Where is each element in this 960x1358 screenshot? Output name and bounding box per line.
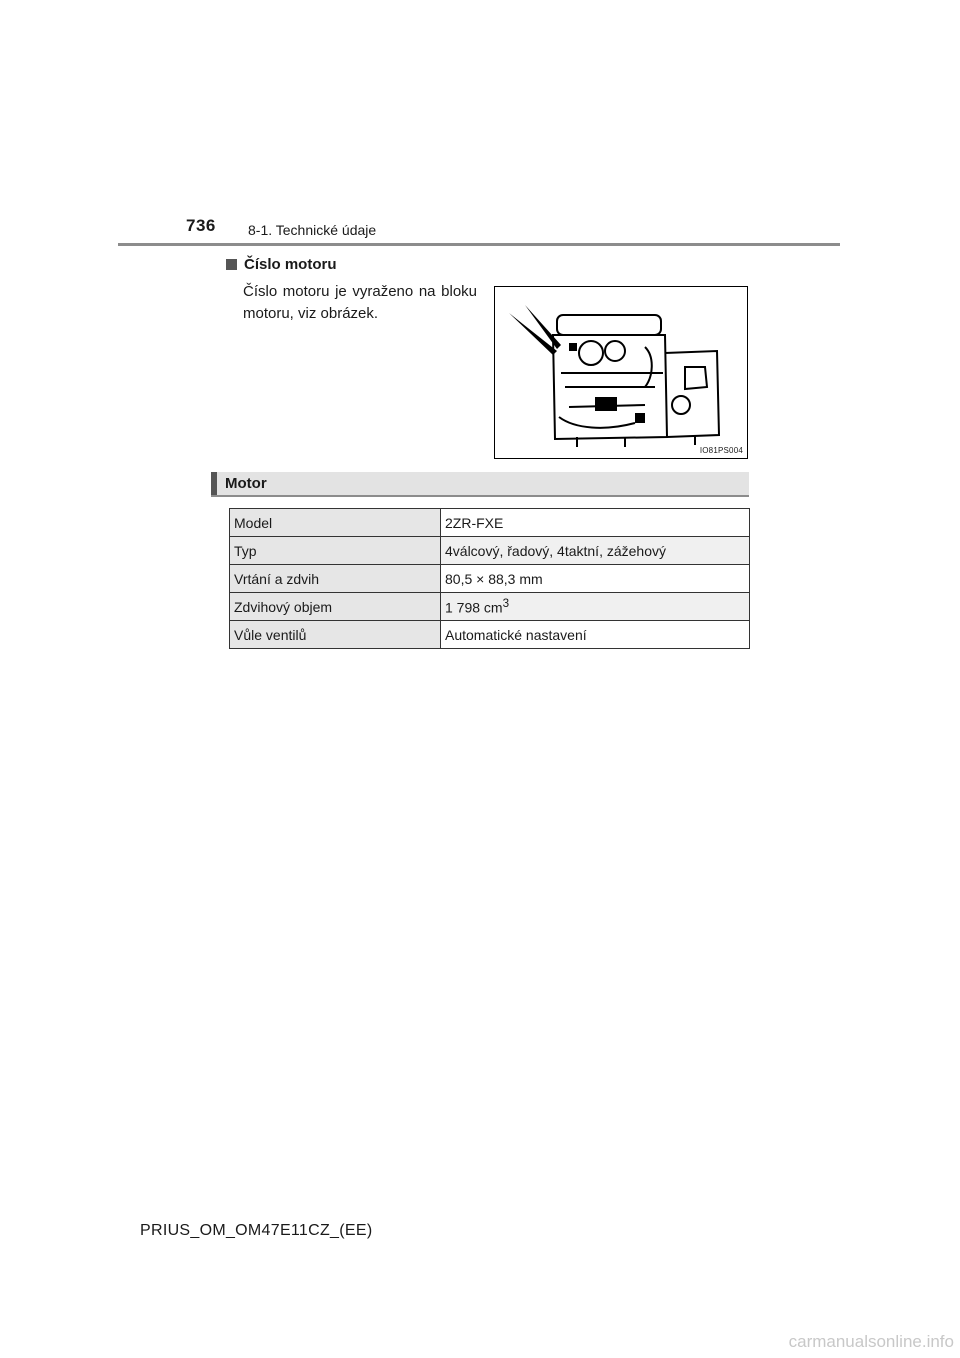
table-title: Motor xyxy=(225,475,267,492)
table-row xyxy=(230,621,750,649)
engine-illustration xyxy=(495,287,747,458)
table-row xyxy=(230,509,750,537)
figure-code: IO81PS004 xyxy=(699,446,743,455)
engine-spec-table xyxy=(229,508,750,649)
body-text: Číslo motoru je vyraženo na bloku motoru, viz obrázek. xyxy=(243,283,477,322)
row-label: Zdvihový objem xyxy=(230,593,441,621)
row-value: Automatické nastavení xyxy=(441,621,750,649)
row-value: 4válcový, řadový, 4taktní, zážehový xyxy=(441,537,750,565)
row-value: 2ZR-FXE xyxy=(441,509,750,537)
header-rule xyxy=(118,243,840,246)
row-label: Vrtání a zdvih xyxy=(230,565,441,593)
value-superscript: 3 xyxy=(502,597,510,611)
value-text: 1 798 cm xyxy=(445,599,503,616)
table-row xyxy=(230,593,750,621)
page-number: 736 xyxy=(186,216,216,235)
subheading-text: Číslo motoru xyxy=(244,256,337,273)
table-row xyxy=(230,537,750,565)
row-label: Vůle ventilů xyxy=(230,621,441,649)
watermark[interactable]: carmanualsonline.info xyxy=(788,1332,954,1351)
row-value: 80,5 × 88,3 mm xyxy=(441,565,750,593)
table-row xyxy=(230,565,750,593)
engine-figure xyxy=(494,286,748,459)
square-bullet-icon xyxy=(226,259,237,270)
row-label: Typ xyxy=(230,537,441,565)
row-value xyxy=(441,593,750,621)
table-header-bar xyxy=(211,472,217,495)
table-header xyxy=(211,472,749,497)
row-label: Model xyxy=(230,509,441,537)
footer-doc-code: PRIUS_OM_OM47E11CZ_(EE) xyxy=(140,1222,373,1239)
section-label: 8-1. Technické údaje xyxy=(248,222,377,238)
subheading xyxy=(226,256,337,273)
